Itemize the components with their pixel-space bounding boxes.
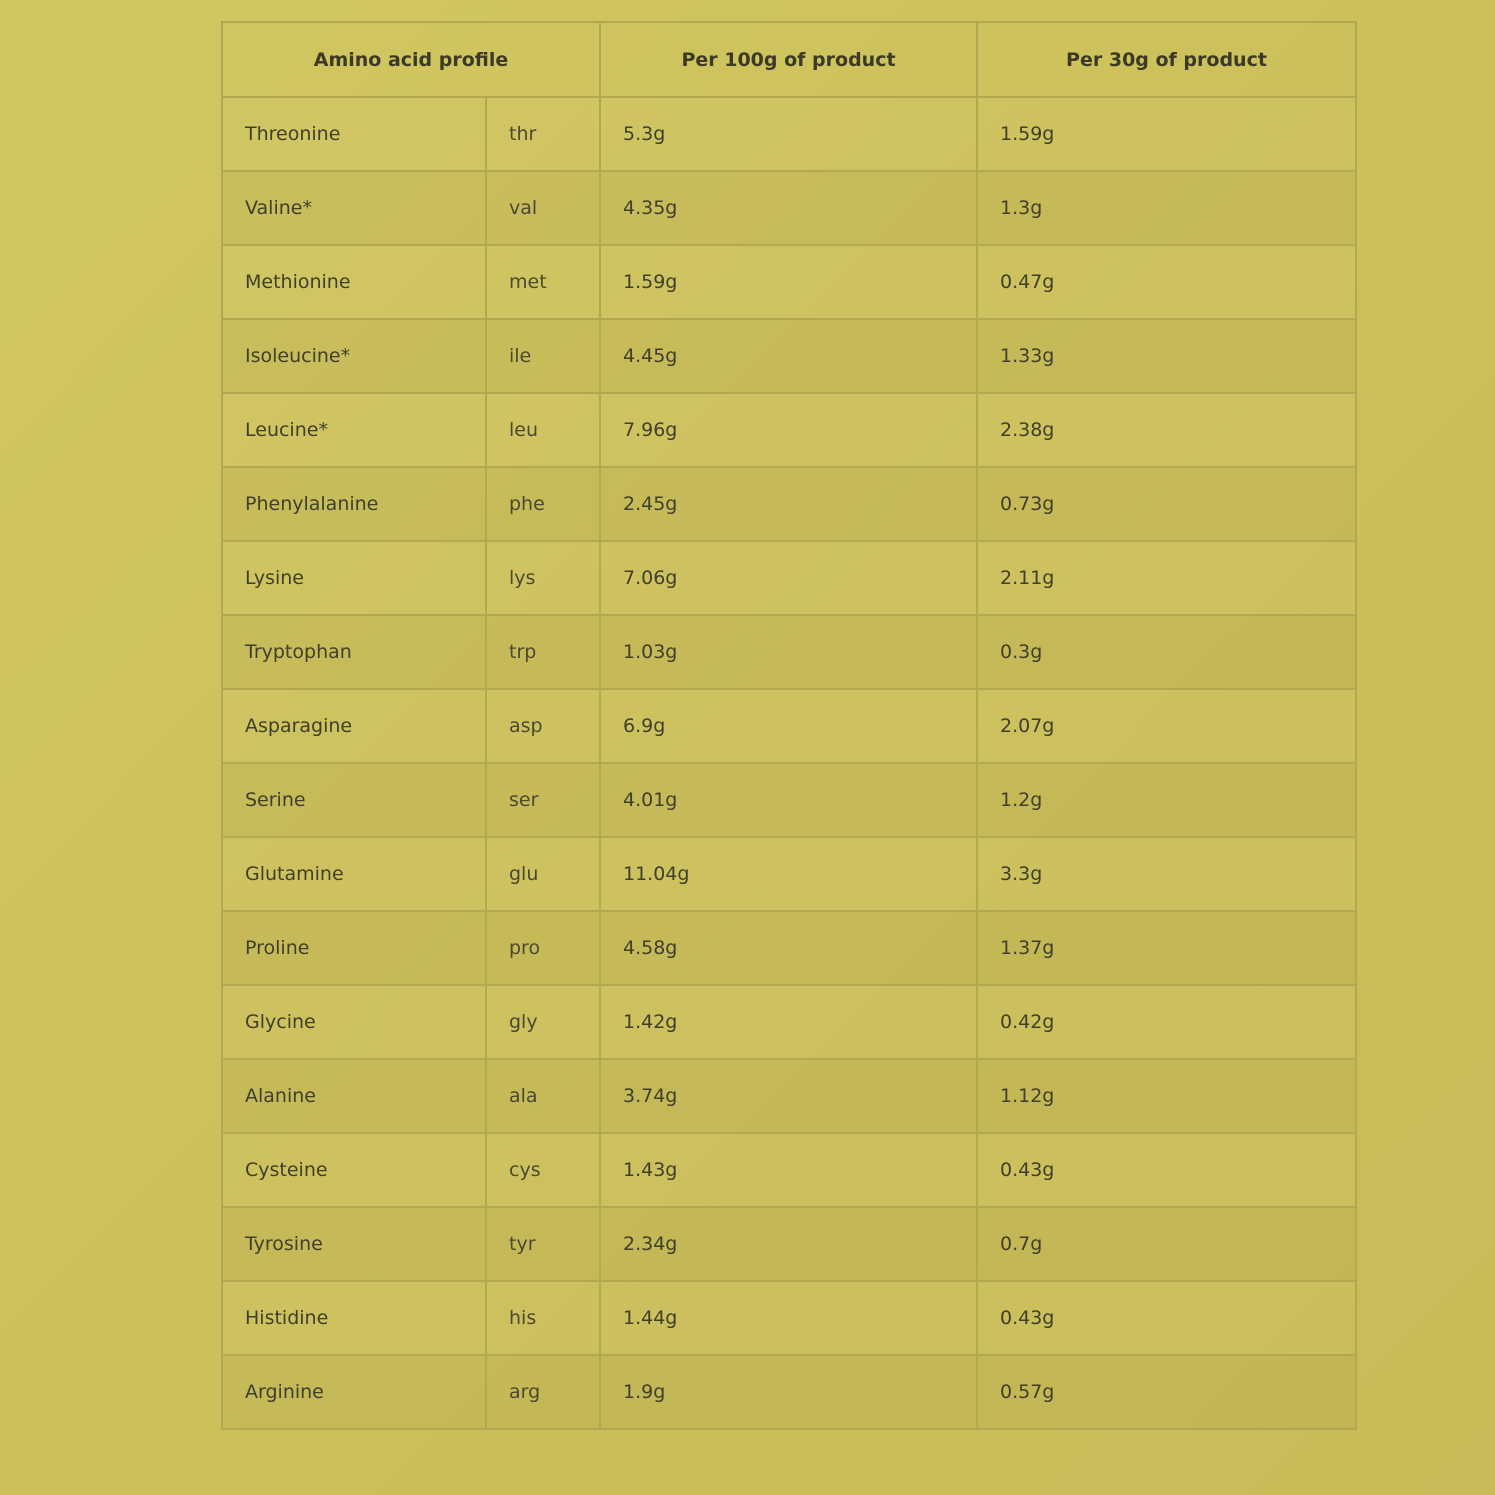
amino-acid-abbr-cell: gly bbox=[486, 985, 600, 1059]
amino-acid-abbr-cell: ile bbox=[486, 319, 600, 393]
amino-acid-abbr-cell: tyr bbox=[486, 1207, 600, 1281]
table-body bbox=[222, 97, 1356, 1429]
table-row bbox=[222, 1207, 1356, 1281]
table-row bbox=[222, 467, 1356, 541]
amino-acid-name-cell: Methionine bbox=[222, 245, 486, 319]
amino-acid-abbr-cell: lys bbox=[486, 541, 600, 615]
table-row bbox=[222, 689, 1356, 763]
amino-acid-name-cell: Glutamine bbox=[222, 837, 486, 911]
amino-acid-name-cell: Leucine* bbox=[222, 393, 486, 467]
per-30g-value-cell: 2.11g bbox=[977, 541, 1356, 615]
amino-acid-abbr-cell: glu bbox=[486, 837, 600, 911]
amino-acid-name-cell: Isoleucine* bbox=[222, 319, 486, 393]
per-30g-value-cell: 0.43g bbox=[977, 1133, 1356, 1207]
per-100g-value-cell: 1.42g bbox=[600, 985, 977, 1059]
per-100g-value-cell: 1.03g bbox=[600, 615, 977, 689]
per-30g-value-cell: 2.38g bbox=[977, 393, 1356, 467]
table-row bbox=[222, 319, 1356, 393]
per-100g-value-cell: 7.96g bbox=[600, 393, 977, 467]
amino-acid-abbr-cell: phe bbox=[486, 467, 600, 541]
amino-acid-name-cell: Cysteine bbox=[222, 1133, 486, 1207]
amino-acid-name-cell: Proline bbox=[222, 911, 486, 985]
amino-acid-abbr-cell: his bbox=[486, 1281, 600, 1355]
table-row bbox=[222, 171, 1356, 245]
per-30g-value-cell: 1.2g bbox=[977, 763, 1356, 837]
per-100g-value-cell: 1.44g bbox=[600, 1281, 977, 1355]
table-row bbox=[222, 393, 1356, 467]
per-100g-value-cell: 4.45g bbox=[600, 319, 977, 393]
per-30g-value-cell: 1.3g bbox=[977, 171, 1356, 245]
table-row bbox=[222, 763, 1356, 837]
amino-acid-abbr-cell: thr bbox=[486, 97, 600, 171]
table-row bbox=[222, 985, 1356, 1059]
per-30g-value-cell: 3.3g bbox=[977, 837, 1356, 911]
per-100g-value-cell: 4.01g bbox=[600, 763, 977, 837]
per-30g-value-cell: 1.37g bbox=[977, 911, 1356, 985]
per-30g-value-cell: 0.73g bbox=[977, 467, 1356, 541]
per-100g-value-cell: 6.9g bbox=[600, 689, 977, 763]
amino-acid-abbr-cell: trp bbox=[486, 615, 600, 689]
amino-acid-name-cell: Alanine bbox=[222, 1059, 486, 1133]
per-30g-value-cell: 0.7g bbox=[977, 1207, 1356, 1281]
table-row bbox=[222, 911, 1356, 985]
per-100g-value-cell: 5.3g bbox=[600, 97, 977, 171]
per-100g-value-cell: 11.04g bbox=[600, 837, 977, 911]
header-per-100g: Per 100g of product bbox=[600, 22, 977, 97]
per-30g-value-cell: 1.12g bbox=[977, 1059, 1356, 1133]
amino-acid-name-cell: Serine bbox=[222, 763, 486, 837]
per-100g-value-cell: 7.06g bbox=[600, 541, 977, 615]
per-30g-value-cell: 1.33g bbox=[977, 319, 1356, 393]
amino-acid-abbr-cell: pro bbox=[486, 911, 600, 985]
amino-acid-name-cell: Asparagine bbox=[222, 689, 486, 763]
per-100g-value-cell: 1.9g bbox=[600, 1355, 977, 1429]
amino-acid-abbr-cell: cys bbox=[486, 1133, 600, 1207]
per-30g-value-cell: 0.57g bbox=[977, 1355, 1356, 1429]
per-100g-value-cell: 2.45g bbox=[600, 467, 977, 541]
per-30g-value-cell: 2.07g bbox=[977, 689, 1356, 763]
amino-acid-name-cell: Threonine bbox=[222, 97, 486, 171]
per-100g-value-cell: 2.34g bbox=[600, 1207, 977, 1281]
per-100g-value-cell: 3.74g bbox=[600, 1059, 977, 1133]
table-row bbox=[222, 615, 1356, 689]
header-per-30g: Per 30g of product bbox=[977, 22, 1356, 97]
amino-acid-table bbox=[221, 21, 1357, 1430]
table-row bbox=[222, 1281, 1356, 1355]
per-30g-value-cell: 0.47g bbox=[977, 245, 1356, 319]
amino-acid-name-cell: Tryptophan bbox=[222, 615, 486, 689]
table-row bbox=[222, 1355, 1356, 1429]
per-30g-value-cell: 0.3g bbox=[977, 615, 1356, 689]
per-30g-value-cell: 0.42g bbox=[977, 985, 1356, 1059]
amino-acid-name-cell: Lysine bbox=[222, 541, 486, 615]
per-100g-value-cell: 1.59g bbox=[600, 245, 977, 319]
header-amino-acid-profile: Amino acid profile bbox=[222, 22, 600, 97]
amino-acid-abbr-cell: met bbox=[486, 245, 600, 319]
table-row bbox=[222, 1133, 1356, 1207]
table-row bbox=[222, 1059, 1356, 1133]
amino-acid-name-cell: Tyrosine bbox=[222, 1207, 486, 1281]
per-30g-value-cell: 1.59g bbox=[977, 97, 1356, 171]
table-header-row bbox=[222, 22, 1356, 97]
amino-acid-name-cell: Valine* bbox=[222, 171, 486, 245]
table-row bbox=[222, 97, 1356, 171]
amino-acid-abbr-cell: asp bbox=[486, 689, 600, 763]
amino-acid-abbr-cell: leu bbox=[486, 393, 600, 467]
amino-acid-abbr-cell: ser bbox=[486, 763, 600, 837]
per-100g-value-cell: 4.35g bbox=[600, 171, 977, 245]
amino-acid-name-cell: Histidine bbox=[222, 1281, 486, 1355]
table-row bbox=[222, 245, 1356, 319]
table-row bbox=[222, 837, 1356, 911]
amino-acid-abbr-cell: ala bbox=[486, 1059, 600, 1133]
amino-acid-name-cell: Arginine bbox=[222, 1355, 486, 1429]
per-100g-value-cell: 4.58g bbox=[600, 911, 977, 985]
per-30g-value-cell: 0.43g bbox=[977, 1281, 1356, 1355]
per-100g-value-cell: 1.43g bbox=[600, 1133, 977, 1207]
amino-acid-table-container bbox=[221, 21, 1355, 1430]
amino-acid-abbr-cell: val bbox=[486, 171, 600, 245]
amino-acid-name-cell: Phenylalanine bbox=[222, 467, 486, 541]
amino-acid-abbr-cell: arg bbox=[486, 1355, 600, 1429]
table-row bbox=[222, 541, 1356, 615]
amino-acid-name-cell: Glycine bbox=[222, 985, 486, 1059]
